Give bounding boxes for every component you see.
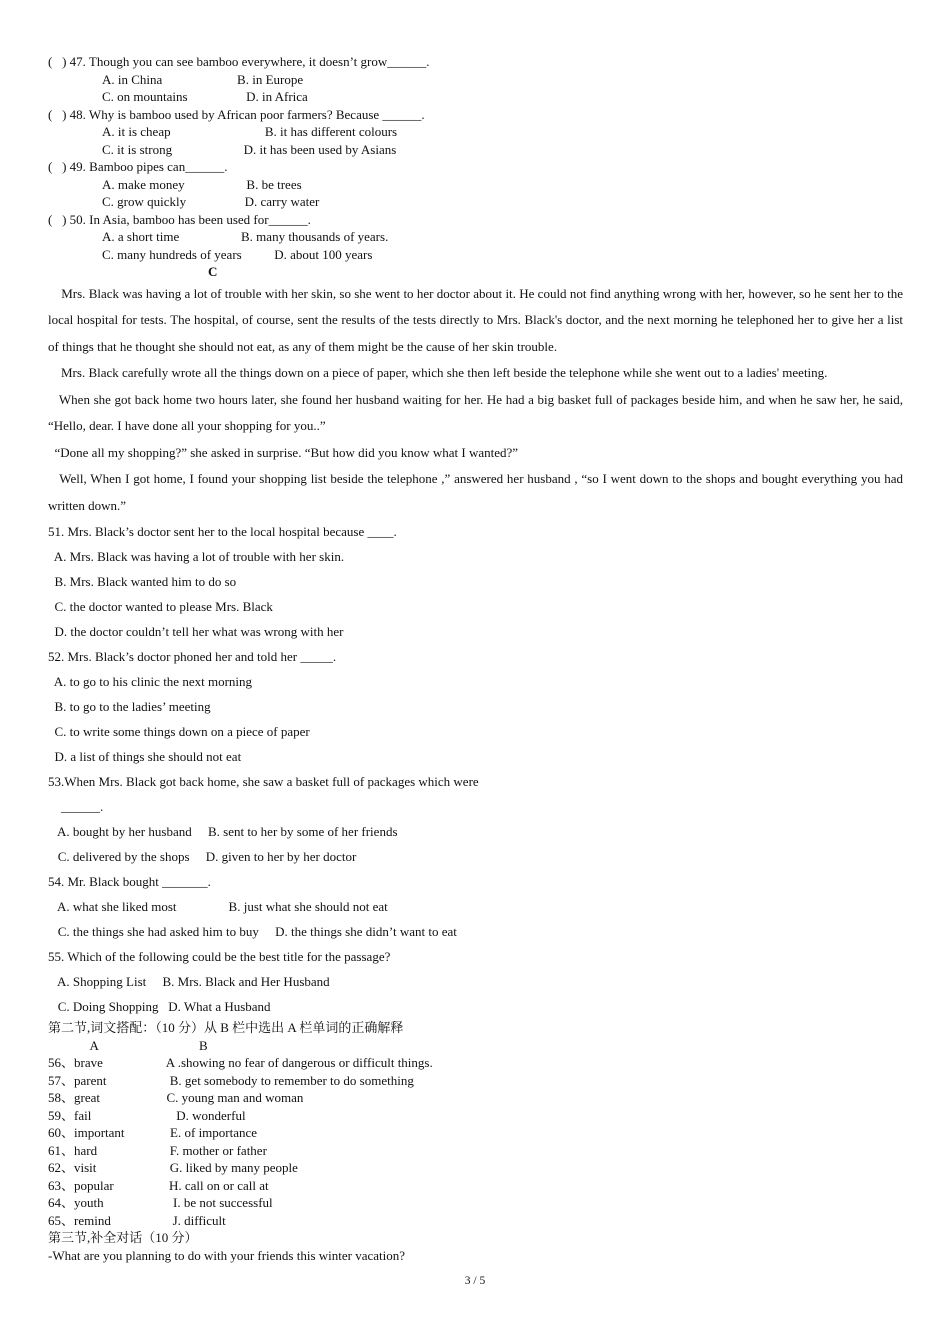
question-line: A. bought by her husband B. sent to her by some of her friends	[48, 824, 398, 839]
question-47	[48, 53, 903, 106]
definition-b: H. call on or call at	[113, 1177, 269, 1193]
definition-b: A .showing no fear of dangerous or difficult things.	[108, 1055, 433, 1070]
question-line: 53.When Mrs. Black got back home, she saw a basket full of packages which were	[48, 774, 479, 789]
page-number: 3 / 5	[464, 1275, 486, 1287]
question-text: ( ) 47. Though you can see bamboo everywhere, it doesn’t grow______.	[48, 54, 430, 69]
matching-column-header: A B	[48, 1037, 208, 1053]
option-line: C. it is strong D. it has been used by Asians	[102, 141, 397, 157]
definition-b: G. liked by many people	[108, 1160, 298, 1175]
question-line: A. to go to his clinic the next morning	[48, 674, 253, 689]
dialog-line: -What are you planning to do with your friends this winter vacation?	[48, 1247, 406, 1263]
question-line: 51. Mrs. Black’s doctor sent her to the local hospital because ____.	[48, 524, 397, 539]
question-line: A. Shopping List B. Mrs. Black and Her Husband	[48, 974, 330, 989]
question-line: C. the doctor wanted to please Mrs. Black	[48, 599, 273, 614]
definition-b: B. get somebody to remember to do something	[108, 1072, 414, 1088]
word-a: 63、popular	[48, 1177, 114, 1193]
matching-row	[48, 1212, 903, 1230]
definition-b: J. difficult	[110, 1212, 226, 1228]
question-line: A. Mrs. Black was having a lot of trouble with her skin.	[48, 549, 345, 564]
question-50	[48, 211, 903, 264]
word-a: 60、important	[48, 1125, 125, 1140]
question-text: ( ) 49. Bamboo pipes can______.	[48, 159, 228, 174]
question-line: C. the things she had asked him to buy D. the things she didn’t want to eat	[48, 924, 457, 939]
question-48	[48, 106, 903, 159]
passage-paragraph: When she got back home two hours later, she found her husband waiting for her. He had a big basket full of packages beside him, and when he saw her, he said, “Hello, dear. I have done all your shopping for you..”	[48, 391, 907, 433]
option-line: A. in China B. in Europe	[102, 71, 304, 87]
word-a: 58、great	[48, 1090, 100, 1105]
passage-c	[48, 281, 907, 520]
passage-paragraph: “Done all my shopping?” she asked in surprise. “But how did you know what I wanted?”	[48, 444, 519, 460]
word-a: 62、visit	[48, 1160, 97, 1175]
passage-c-label: C	[208, 264, 218, 279]
matching-row	[48, 1107, 903, 1125]
matching-row	[48, 1177, 903, 1195]
option-line: C. grow quickly D. carry water	[102, 194, 320, 209]
question-line: C. to write some things down on a piece of paper	[48, 724, 310, 739]
option-line: A. a short time B. many thousands of years.	[102, 229, 389, 244]
question-line: ______.	[48, 799, 104, 814]
definition-b: C. young man and woman	[108, 1090, 304, 1105]
definition-b: D. wonderful	[108, 1107, 246, 1123]
definition-b: E. of importance	[124, 1125, 258, 1140]
definition-b: F. mother or father	[108, 1142, 267, 1158]
document-page	[48, 53, 907, 1264]
question-line: C. delivered by the shops D. given to her by her doctor	[48, 849, 357, 864]
passage-paragraph: Mrs. Black carefully wrote all the things down on a piece of paper, which she then left beside the telephone while she went out to a ladies' meeting.	[48, 365, 828, 380]
option-line: C. many hundreds of years D. about 100 years	[102, 246, 373, 262]
matching-row	[48, 1194, 903, 1212]
word-a: 64、youth	[48, 1195, 104, 1210]
question-line: 55. Which of the following could be the best title for the passage?	[48, 949, 391, 964]
question-line: B. Mrs. Black wanted him to do so	[48, 574, 237, 589]
word-a: 57、parent	[48, 1072, 107, 1088]
question-line: C. Doing Shopping D. What a Husband	[48, 999, 271, 1014]
question-line: D. the doctor couldn’t tell her what was wrong with her	[48, 624, 344, 639]
section-b-questions	[48, 53, 903, 263]
question-text: ( ) 50. In Asia, bamboo has been used for______.	[48, 211, 311, 227]
matching-row	[48, 1159, 903, 1177]
word-a: 61、hard	[48, 1142, 98, 1158]
option-line: C. on mountains D. in Africa	[102, 89, 308, 104]
question-line: B. to go to the ladies’ meeting	[48, 699, 211, 714]
option-line: A. make money B. be trees	[102, 176, 302, 192]
word-a: 59、fail	[48, 1107, 92, 1123]
matching-row	[48, 1142, 903, 1160]
question-line: A. what she liked most B. just what she should not eat	[48, 899, 388, 914]
option-line: A. it is cheap B. it has different colours	[102, 124, 398, 139]
matching-row	[48, 1089, 903, 1107]
passage-paragraph: Well, When I got home, I found your shopping list beside the telephone ,” answered her husband , “so I went down to the shops and bought everything you had written down.”	[48, 471, 907, 513]
matching-row	[48, 1124, 903, 1142]
word-a: 56、brave	[48, 1055, 103, 1070]
question-line: D. a list of things she should not eat	[48, 749, 242, 764]
matching-row	[48, 1054, 903, 1072]
section-2-title: 第二节,词文搭配：（10 分）从 B 栏中选出 A 栏单词的正确解释	[48, 1020, 404, 1035]
section-3-title: 第三节,补全对话（10 分）	[48, 1230, 198, 1245]
definition-b: I. be not successful	[108, 1195, 273, 1210]
passage-c-questions	[48, 519, 903, 1019]
passage-paragraph: Mrs. Black was having a lot of trouble with her skin, so she went to her doctor about it. He could not find anything wrong with her, however, so he sent her to the local hospital for tests. The hospital, of course, sent the results of the tests directly to Mrs. Black's doctor, and the next morning he telephoned her to give her a list of things that he thought she should not eat, as any of them might be the cause of her skin trouble.	[48, 285, 907, 354]
question-text: ( ) 48. Why is bamboo used by African poor farmers? Because ______.	[48, 106, 425, 122]
matching-row	[48, 1072, 903, 1090]
word-a: 65、remind	[48, 1212, 111, 1228]
section-2-matching	[48, 1019, 903, 1264]
question-line: 52. Mrs. Black’s doctor phoned her and told her _____.	[48, 649, 337, 664]
question-line: 54. Mr. Black bought _______.	[48, 874, 211, 889]
question-49	[48, 158, 903, 211]
